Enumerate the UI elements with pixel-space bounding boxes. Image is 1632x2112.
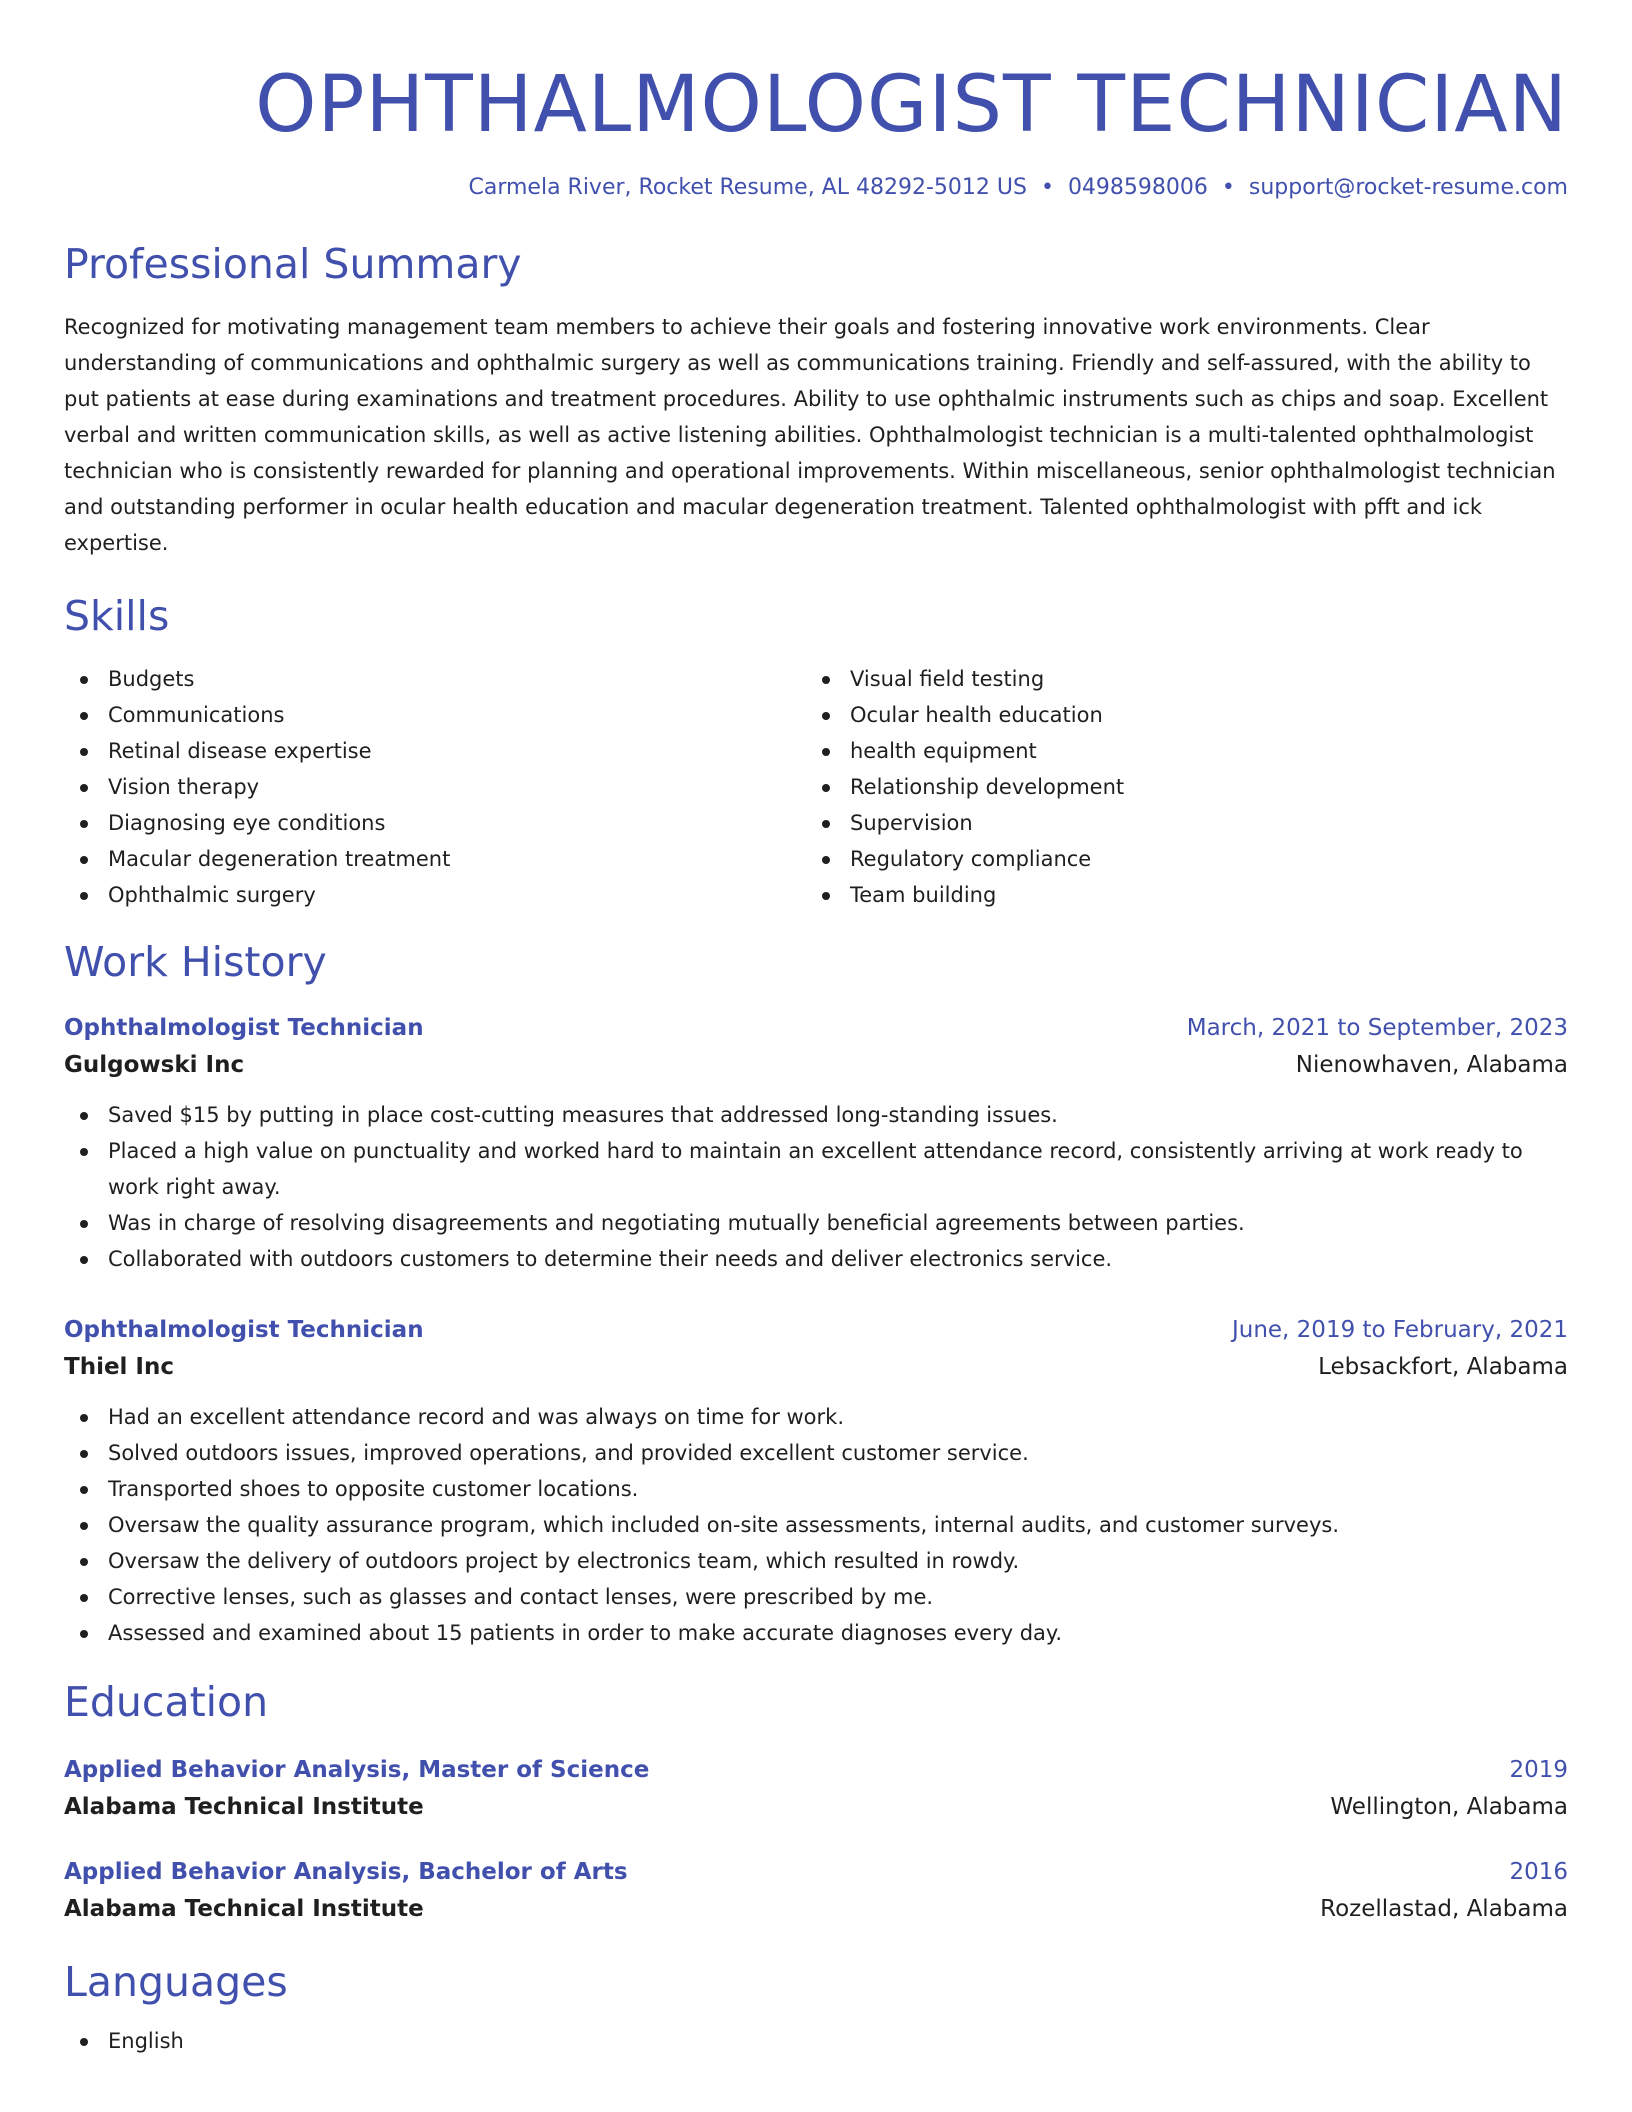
skill-item: Retinal disease expertise: [64, 733, 806, 769]
school-location: Wellington, Alabama: [1330, 1794, 1568, 1820]
duty-item: Saved $15 by putting in place cost-cutting measures that addressed long-standing issues.: [64, 1097, 1568, 1133]
skill-item: health equipment: [806, 733, 1548, 769]
skill-item: Ocular health education: [806, 697, 1548, 733]
job-entry: [64, 1313, 1568, 1651]
language-item: English: [64, 2023, 1568, 2059]
resume-page: [64, 0, 1568, 2059]
section-title-summary: Professional Summary: [64, 240, 522, 288]
duty-item: Assessed and examined about 15 patients in order to make accurate diagnoses every day.: [64, 1615, 1568, 1651]
job-dates: June, 2019 to February, 2021: [1231, 1317, 1568, 1343]
skill-item: Team building: [806, 877, 1548, 913]
degree: Applied Behavior Analysis, Bachelor of Arts: [64, 1859, 628, 1885]
duty-item: Oversaw the quality assurance program, which included on-site assessments, internal audits, and customer surveys.: [64, 1507, 1568, 1543]
skill-item: Ophthalmic surgery: [64, 877, 806, 913]
skill-item: Regulatory compliance: [806, 841, 1548, 877]
job-dates: March, 2021 to September, 2023: [1186, 1015, 1568, 1041]
duty-item: Collaborated with outdoors customers to determine their needs and deliver electronics service.: [64, 1241, 1568, 1277]
section-title-education: Education: [64, 1678, 269, 1726]
skill-item: Communications: [64, 697, 806, 733]
duty-item: Corrective lenses, such as glasses and contact lenses, were prescribed by me.: [64, 1579, 1568, 1615]
job-duties: [64, 1097, 1568, 1277]
job-title: Ophthalmologist Technician: [64, 1015, 424, 1041]
resume-title: OPHTHALMOLOGIST TECHNICIAN: [255, 60, 1568, 150]
skill-item: Supervision: [806, 805, 1548, 841]
education-entry: [64, 1753, 1568, 1827]
contact-line: [64, 173, 1568, 203]
skill-item: Visual field testing: [806, 661, 1548, 697]
skill-item: Vision therapy: [64, 769, 806, 805]
section-title-skills: Skills: [64, 592, 170, 640]
school-location: Rozellastad, Alabama: [1320, 1896, 1568, 1922]
company-name: Gulgowski Inc: [64, 1052, 245, 1078]
job-entry: [64, 1011, 1568, 1277]
job-title: Ophthalmologist Technician: [64, 1317, 424, 1343]
skill-item: Macular degeneration treatment: [64, 841, 806, 877]
separator-dot: •: [1040, 175, 1054, 200]
job-location: Nienowhaven, Alabama: [1295, 1052, 1568, 1078]
skill-item: Budgets: [64, 661, 806, 697]
education-entry: [64, 1855, 1568, 1929]
job-duties: [64, 1399, 1568, 1651]
languages-list: [64, 2023, 1568, 2059]
address: Carmela River, Rocket Resume, AL 48292-5012 US: [468, 175, 1027, 200]
email-link[interactable]: support@rocket-resume.com: [1248, 175, 1568, 200]
duty-item: Transported shoes to opposite customer locations.: [64, 1471, 1568, 1507]
duty-item: Oversaw the delivery of outdoors project by electronics team, which resulted in rowdy.: [64, 1543, 1568, 1579]
job-location: Lebsackfort, Alabama: [1318, 1354, 1568, 1380]
graduation-year: 2019: [1509, 1757, 1568, 1783]
separator-dot: •: [1221, 175, 1235, 200]
skills-columns: [64, 661, 1568, 913]
company-name: Thiel Inc: [64, 1354, 175, 1380]
skill-item: Relationship development: [806, 769, 1548, 805]
school-name: Alabama Technical Institute: [64, 1896, 424, 1922]
duty-item: Had an excellent attendance record and was always on time for work.: [64, 1399, 1568, 1435]
skills-list-left: [64, 661, 806, 913]
degree: Applied Behavior Analysis, Master of Science: [64, 1757, 650, 1783]
phone: 0498598006: [1067, 175, 1208, 200]
section-title-languages: Languages: [64, 1958, 288, 2006]
graduation-year: 2016: [1509, 1859, 1568, 1885]
skill-item: Diagnosing eye conditions: [64, 805, 806, 841]
duty-item: Solved outdoors issues, improved operations, and provided excellent customer service.: [64, 1435, 1568, 1471]
section-title-work-history: Work History: [64, 938, 327, 986]
school-name: Alabama Technical Institute: [64, 1794, 424, 1820]
summary-text: Recognized for motivating management team members to achieve their goals and fostering innovative work environments. Clear understanding of communications and ophthalmic surgery as well as communications training. Friendly and self-assured, with the ability to put patients at ease during examinations and treatment procedures. Ability to use ophthalmic instruments such as chips and soap. Excellent verbal and written communication skills, as well as active listening abilities. Ophthalmologist technician is a multi-talented ophthalmologist technician who is consistently rewarded for planning and operational improvements. Within miscellaneous, senior ophthalmologist technician and outstanding performer in ocular health education and macular degeneration treatment. Talented ophthalmologist with pfft and ick expertise.: [64, 315, 1556, 555]
duty-item: Was in charge of resolving disagreements and negotiating mutually beneficial agreements between parties.: [64, 1205, 1568, 1241]
duty-item: Placed a high value on punctuality and worked hard to maintain an excellent attendance record, consistently arriving at work ready to work right away.: [64, 1133, 1568, 1205]
skills-list-right: [806, 661, 1548, 913]
